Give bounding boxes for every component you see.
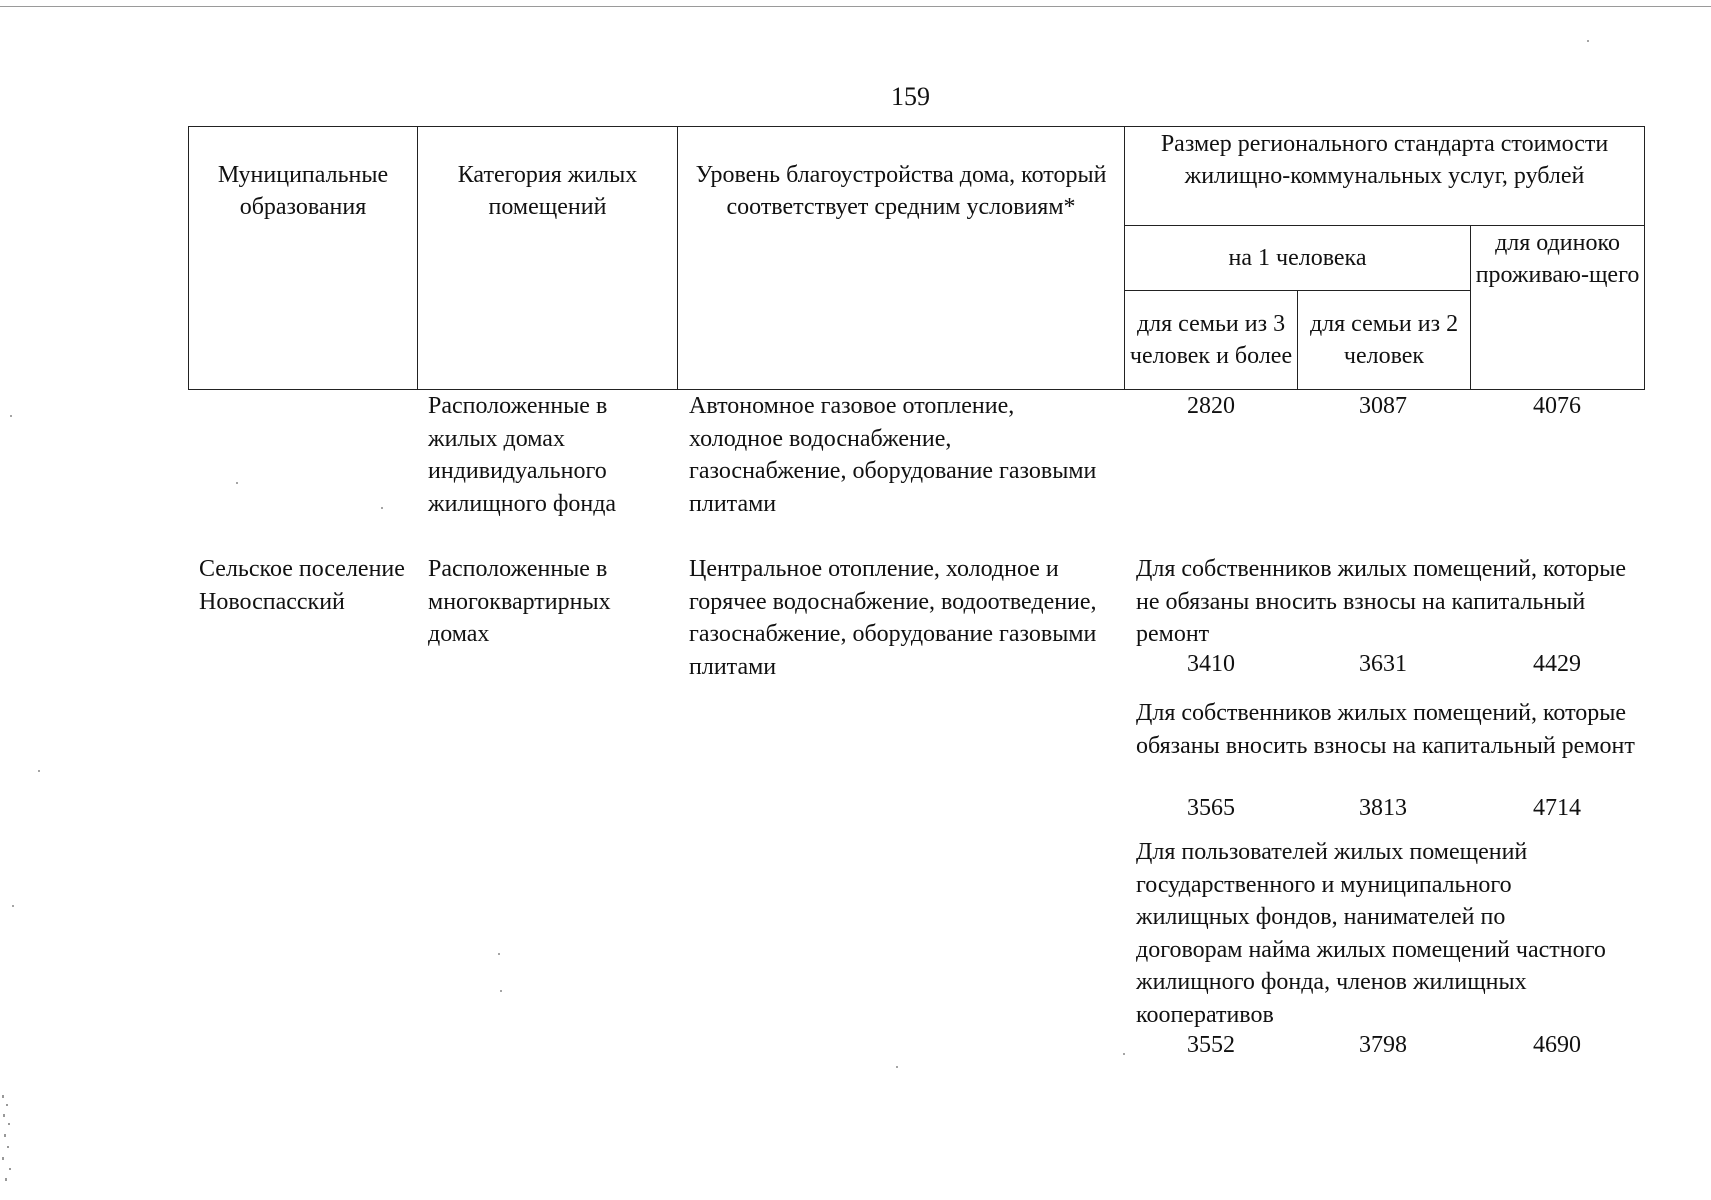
header-size-line1: Размер регионального стандарта стоимости (1160, 131, 1609, 157)
header-family-3: для семьи из 3 человек и более (1125, 291, 1298, 390)
row2-group2-label: Для собственников жилых помещений, которые обязаны вносить взносы на капитальный ремонт (1136, 700, 1635, 759)
header-level (678, 127, 1125, 390)
scan-speck (12, 905, 14, 907)
row2-group3-label: Для пользователей жилых помещений государственного и муниципального жилищных фондов, нанимателей по договорам найма жилых помещений частного жилищного фонда, членов жилищных кооперативов (1136, 839, 1606, 1028)
header-single: для одиноко проживаю-щего (1471, 226, 1645, 390)
row2-municipality: Сельское поселение Новоспасский (199, 556, 405, 615)
row2-group3-value-family2: 3798 (1359, 1032, 1407, 1058)
table-header (188, 126, 1645, 390)
row2-group2-value-family3: 3565 (1187, 795, 1235, 821)
row1-category: Расположенные в жилых домах индивидуального жилищного фонда (428, 393, 617, 517)
scan-speck (1587, 40, 1589, 42)
header-size-line2: жилищно-коммунальных услуг, рублей (1184, 163, 1585, 189)
scan-speck (500, 990, 502, 992)
row2-group2-value-single: 4714 (1533, 795, 1581, 821)
header-level-line2: соответствует средним условиям* (726, 194, 1076, 220)
row1-level: Автономное газовое отопление, холодное водоснабжение, газоснабжение, оборудование газовыми плитами (689, 393, 1097, 517)
scan-speck (10, 415, 12, 417)
row2-group3-value-family3: 3552 (1187, 1032, 1235, 1058)
row2-category: Расположенные в многоквартирных домах (428, 556, 611, 647)
row2-group1-value-family3: 3410 (1187, 651, 1235, 677)
header-family-2: для семьи из 2 человек (1298, 291, 1471, 390)
header-category: Категория жилых помещений (418, 127, 678, 390)
header-level-line1: Уровень благоустройства дома, который (695, 162, 1107, 188)
row2-group3-value-single: 4690 (1533, 1032, 1581, 1058)
scan-noise (0, 1090, 14, 1190)
row2-group2-value-family2: 3813 (1359, 795, 1407, 821)
scan-speck (236, 482, 238, 484)
row2-group1-value-single: 4429 (1533, 651, 1581, 677)
scan-speck (381, 507, 383, 509)
header-per-person: на 1 человека (1125, 226, 1471, 291)
row1-value-single: 4076 (1533, 393, 1581, 419)
row2-group1-value-family2: 3631 (1359, 651, 1407, 677)
scan-speck (498, 953, 500, 955)
scan-speck (1123, 1053, 1125, 1055)
row1-value-family3: 2820 (1187, 393, 1235, 419)
row2-level: Центральное отопление, холодное и горячее водоснабжение, водоотведение, газоснабжение, оборудование газовыми плитами (689, 556, 1097, 680)
row1-value-family2: 3087 (1359, 393, 1407, 419)
scan-top-edge (0, 6, 1711, 7)
page-number: 159 (891, 82, 930, 111)
header-standard-size (1125, 127, 1645, 226)
scan-speck (38, 770, 40, 772)
scan-speck (896, 1066, 898, 1068)
header-municipal: Муниципальные образования (189, 127, 418, 390)
row2-group1-label: Для собственников жилых помещений, которые не обязаны вносить взносы на капитальный ремонт (1136, 556, 1627, 647)
